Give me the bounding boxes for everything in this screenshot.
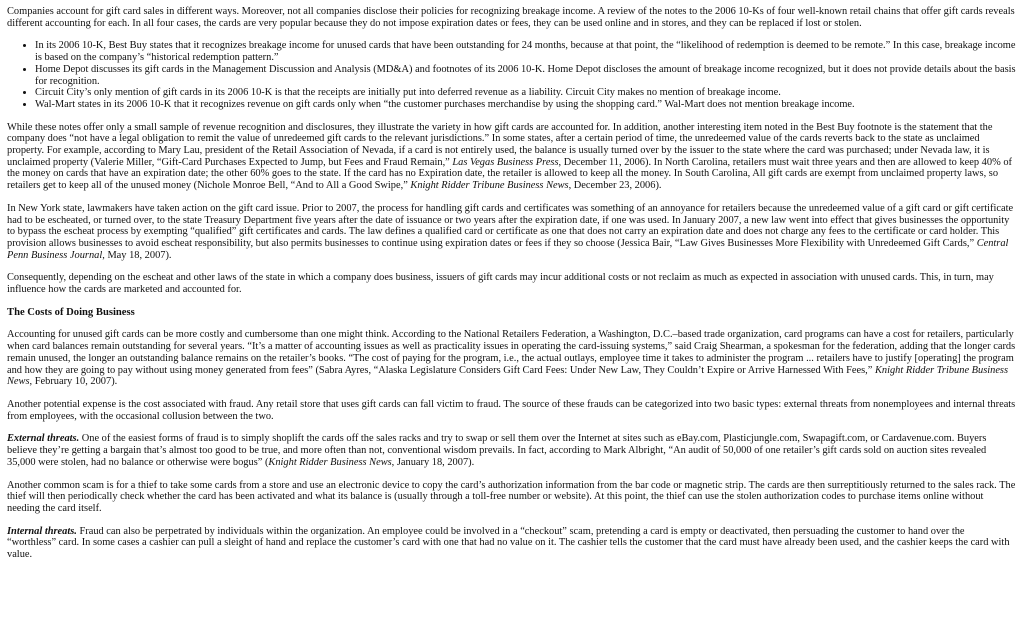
external-threats-paragraph: External threats. One of the easiest forms of fraud is to simply shoplift the cards off the sales racks and try to swap or sell them over the Internet at sites such as eBay.com, Plasticjungle.com, Swapagift.com, or Cardavenue.com. Buyers believe they’re getting a bargain that’s almost too good to be true, and more often than not, conventional wisdom prevails. In fact, according to Mark Albright, “An audit of 50,000 of one retailer’s gift cards sold on auction sites revealed 35,000 were stolen, had no balance or otherwise were bogus” (Knight Ridder Business News, January 18, 2007). xyxy=(7,433,987,468)
paragraph-lead: External threats. xyxy=(7,433,80,445)
new-york-paragraph: In New York state, lawmakers have taken action on the gift card issue. Prior to 2007, the process for handling gift cards and certificates was something of an annoyance for retailers because the unredeemed value of a gift card or gift certificate had to be escheated, or turned over, to the state Treasury Department five years after the date of issuance or two years after the expiration date, if one was used. In January 2007, a new law went into effect that gives businesses the opportunity to bypass the escheat process by exempting “qualified” gift certificates and cards. The law defines a qualified card or certificate as one that does not carry an expiration date and does not charge any fees to the certificate or card holder. This provision allows businesses to avoid escheat responsibility, but also permits businesses to continue using expiration dates or fees if they so choose (Jessica Bair, “Law Gives Businesses More Flexibility with Unredeemed Gift Cards,” Central Penn Business Journal, May 18, 2007). xyxy=(7,202,1014,261)
fraud-paragraph: Another potential expense is the cost associated with fraud. Any retail store that uses gift cards can fall victim to fraud. The source of these frauds can be categorized into two basic types: external threats from nonemployees and internal threats from employees, with the occasional collusion between the two. xyxy=(7,398,1016,422)
consequently-paragraph: Consequently, depending on the escheat and other laws of the state in which a company does business, issuers of gift cards may incur additional costs or not reclaim as much as expected in association with unused cards. This, in turn, may influence how the cards are marketed and accounted for. xyxy=(7,272,994,296)
internal-threats-paragraph: Internal threats. Fraud can also be perpetrated by individuals within the organization. An employee could be involved in a “checkout” scam, pretending a card is empty or deactivated, then persuading the customer to hand over the “worthless” card. In some cases a cashier can pull a sleight of hand and replace the customer’s card with one that had no value on it. The cashier tells the customer that the card must have already been used, and the cashier keeps the card with value. xyxy=(7,525,1010,561)
company-list xyxy=(7,40,1016,110)
list-item-best-buy: • In its 2006 10-K, Best Buy states that it recognizes breakage income for unused cards that have been outstanding for 24 months, because at that point, the “likelihood of redemption is deemed to be remote.” In this case, breakage income is based on the company’s “historical redemption pattern.” xyxy=(35,40,1016,63)
section-heading: The Costs of Doing Business xyxy=(7,306,135,318)
list-item-circuit-city: • Circuit City’s only mention of gift cards in its 2006 10-K is that the receipts are initially put into deferred revenue as a liability. Circuit City makes no mention of breakage income. xyxy=(35,87,1016,99)
list-item-wal-mart: • Wal-Mart states in its 2006 10-K that it recognizes revenue on gift cards only when “the customer purchases merchandise by using the shopping card.” Wal-Mart does not mention breakage income. xyxy=(35,99,1016,111)
list-item-home-depot: • Home Depot discusses its gift cards in the Management Discussion and Analysis (MD&A) and footnotes of its 2006 10-K. Home Depot discloses the amount of breakage income recognized, but it does not provide details about the basis for recognition. xyxy=(35,64,1016,87)
citation-source: Las Vegas Business Press xyxy=(452,156,559,168)
citation-source: Knight Ridder Business News xyxy=(268,456,392,468)
citation-source: Central Penn Business Journal xyxy=(7,237,1009,261)
escheat-paragraph: While these notes offer only a small sample of revenue recognition and disclosures, they illustrate the variety in how gift cards are accounted for. In addition, another interesting item noted in the Best Buy footnote is the statement that the company does “not have a legal obligation to remit the value of unredeemed gift cards to the relevant jurisdictions.” In some states, after a certain period of time, the unredeemed value of the cards reverts back to the state as unclaimed property. For example, according to Mary Lau, president of the Retail Association of Nevada, if a card is not entirely used, the balance is usually turned over by the issuer to the state where the card was purchased; under Nevada law, it is unclaimed property (Valerie Miller, “Gift-Card Purchases Expected to Jump, but Fees and Fraud Remain,” Las Vegas Business Press, December 11, 2006). In North Carolina, retailers must wait three years and then are allowed to keep 40% of the money on cards that have an expiration date; the other 60% goes to the state. If the card has no Expiration date, the retailer is allowed to keep all the money. In South Carolina, All gift cards are exempt from unclaimed property laws, so retailers get to keep all of the unused money (Nichole Monroe Bell, “And to All a Good Swipe,” Knight Ridder Tribune Business News, December 23, 2006). xyxy=(7,121,1012,192)
citation-source: Knight Ridder Tribune Business News xyxy=(410,180,569,192)
scam-paragraph: Another common scam is for a thief to take some cards from a store and use an electronic device to copy the card’s authorization information from the bar code or magnetic strip. The cards are then surreptitiously returned to the sales rack. The thief will then periodically check whether the card has been activated and what its balance is (usually through a toll-free number or website). At this point, the thief can use the stolen authorization codes to purchase items online without needing the card itself. xyxy=(7,479,1016,514)
citation-source: Knight Ridder Tribune Business News xyxy=(7,364,1009,388)
paragraph-lead: Internal threats. xyxy=(7,525,77,537)
intro-paragraph: Companies account for gift card sales in different ways. Moreover, not all companies disclose their policies for recognizing breakage income. A review of the notes to the 2006 10-Ks of four well-known retail chains that offer gift cards reveals different accounting for each. In all four cases, the cards are very popular because they do not impose expiration dates or fees, they can be used online and in stores, and they can be replaced if lost or stolen. xyxy=(7,6,1015,29)
costs-paragraph: Accounting for unused gift cards can be more costly and cumbersome than one might think. According to the National Retailers Federation, a Washington, D.C.–based trade organization, card programs can have a cost for retailers, particularly when card balances remain outstanding for several years. “It’s a matter of accounting issues as well as practicality issues in operating the card-issuing systems,” said Craig Shearman, a spokesman for the federation, adding that the longer cards remain unused, the longer an outstanding balance remains on the retailer’s books. “The cost of paying for the program, i.e., the actual outlays, employee time it takes to administer the program ... retailers have to justify [operating] the program and how they are going to pay without using money generated from fees” (Sabra Ayres, “Alaska Legislature Considers Gift Card Fees: Under New Law, They Couldn’t Expire or Arrive Harnessed With Fees,” Knight Ridder Tribune Business News, February 10, 2007). xyxy=(7,329,1016,388)
